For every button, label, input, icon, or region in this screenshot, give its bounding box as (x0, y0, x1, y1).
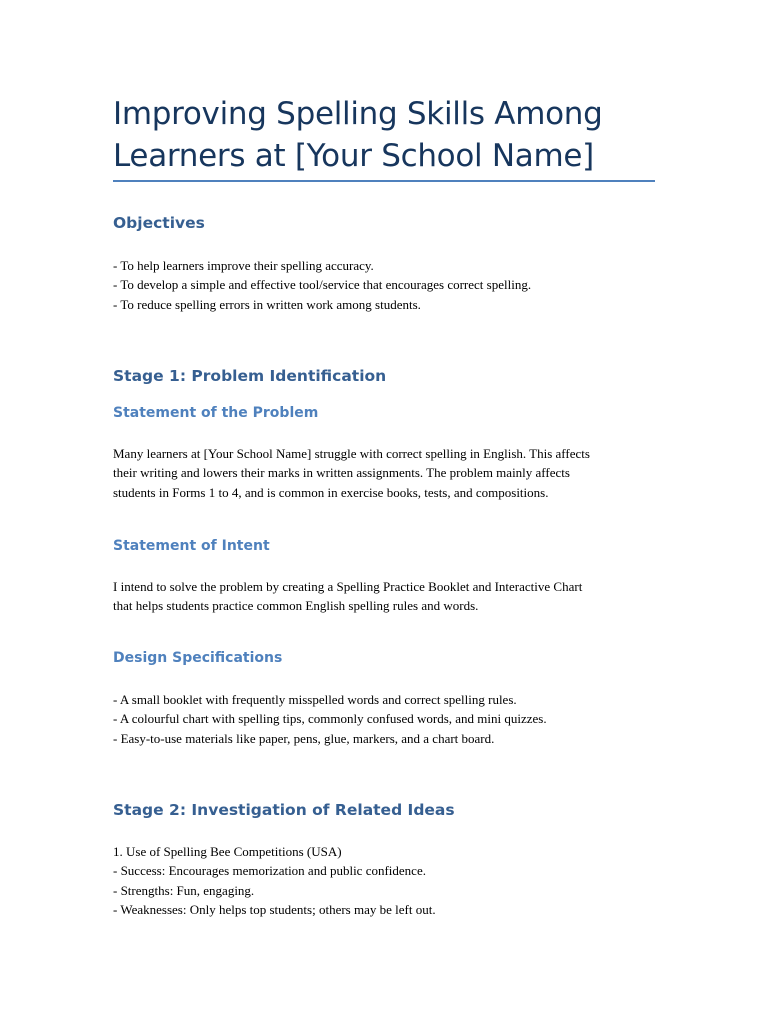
intent-statement-text (113, 577, 658, 616)
stage1-heading: Stage 1: Problem Identification (113, 367, 387, 385)
objective-item: - To reduce spelling errors in written work among students. (113, 296, 421, 312)
stage2-list (113, 842, 658, 919)
title-underline (113, 180, 655, 182)
stage2-item: - Success: Encourages memorization and public confidence. (113, 863, 426, 879)
objective-item: - To develop a simple and effective tool/service that encourages correct spelling. (113, 277, 532, 293)
problem-statement-heading: Statement of the Problem (113, 405, 319, 421)
problem-line: students in Forms 1 to 4, and is common in exercise books, tests, and compositions. (113, 484, 549, 500)
design-specifications-list (113, 690, 658, 748)
objectives-heading: Objectives (113, 214, 205, 232)
stage2-item: - Weaknesses: Only helps top students; others may be left out. (113, 901, 436, 917)
design-item: - Easy-to-use materials like paper, pens, glue, markers, and a chart board. (113, 730, 495, 746)
objective-item: - To help learners improve their spelling accuracy. (113, 258, 374, 273)
intent-statement-heading: Statement of Intent (113, 538, 270, 554)
design-item: - A small booklet with frequently misspelled words and correct spelling rules. (113, 692, 517, 707)
problem-line: their writing and lowers their marks in written assignments. The problem mainly affects (113, 465, 570, 481)
title-line-2: Learners at [Your School Name] (113, 138, 594, 174)
intent-line: that helps students practice common English spelling rules and words. (113, 598, 479, 614)
stage2-heading: Stage 2: Investigation of Related Ideas (113, 801, 455, 819)
title-line-1: Improving Spelling Skills Among (113, 96, 603, 132)
problem-statement-text (113, 444, 658, 502)
document-title (113, 93, 658, 177)
stage2-item: 1. Use of Spelling Bee Competitions (USA) (113, 844, 342, 859)
objectives-list (113, 256, 658, 314)
problem-line: Many learners at [Your School Name] struggle with correct spelling in English. This affects (113, 446, 590, 461)
design-item: - A colourful chart with spelling tips, commonly confused words, and mini quizzes. (113, 711, 547, 727)
stage2-item: - Strengths: Fun, engaging. (113, 882, 255, 898)
intent-line: I intend to solve the problem by creating a Spelling Practice Booklet and Interactive Chart (113, 579, 583, 594)
design-specifications-heading: Design Specifications (113, 650, 283, 666)
